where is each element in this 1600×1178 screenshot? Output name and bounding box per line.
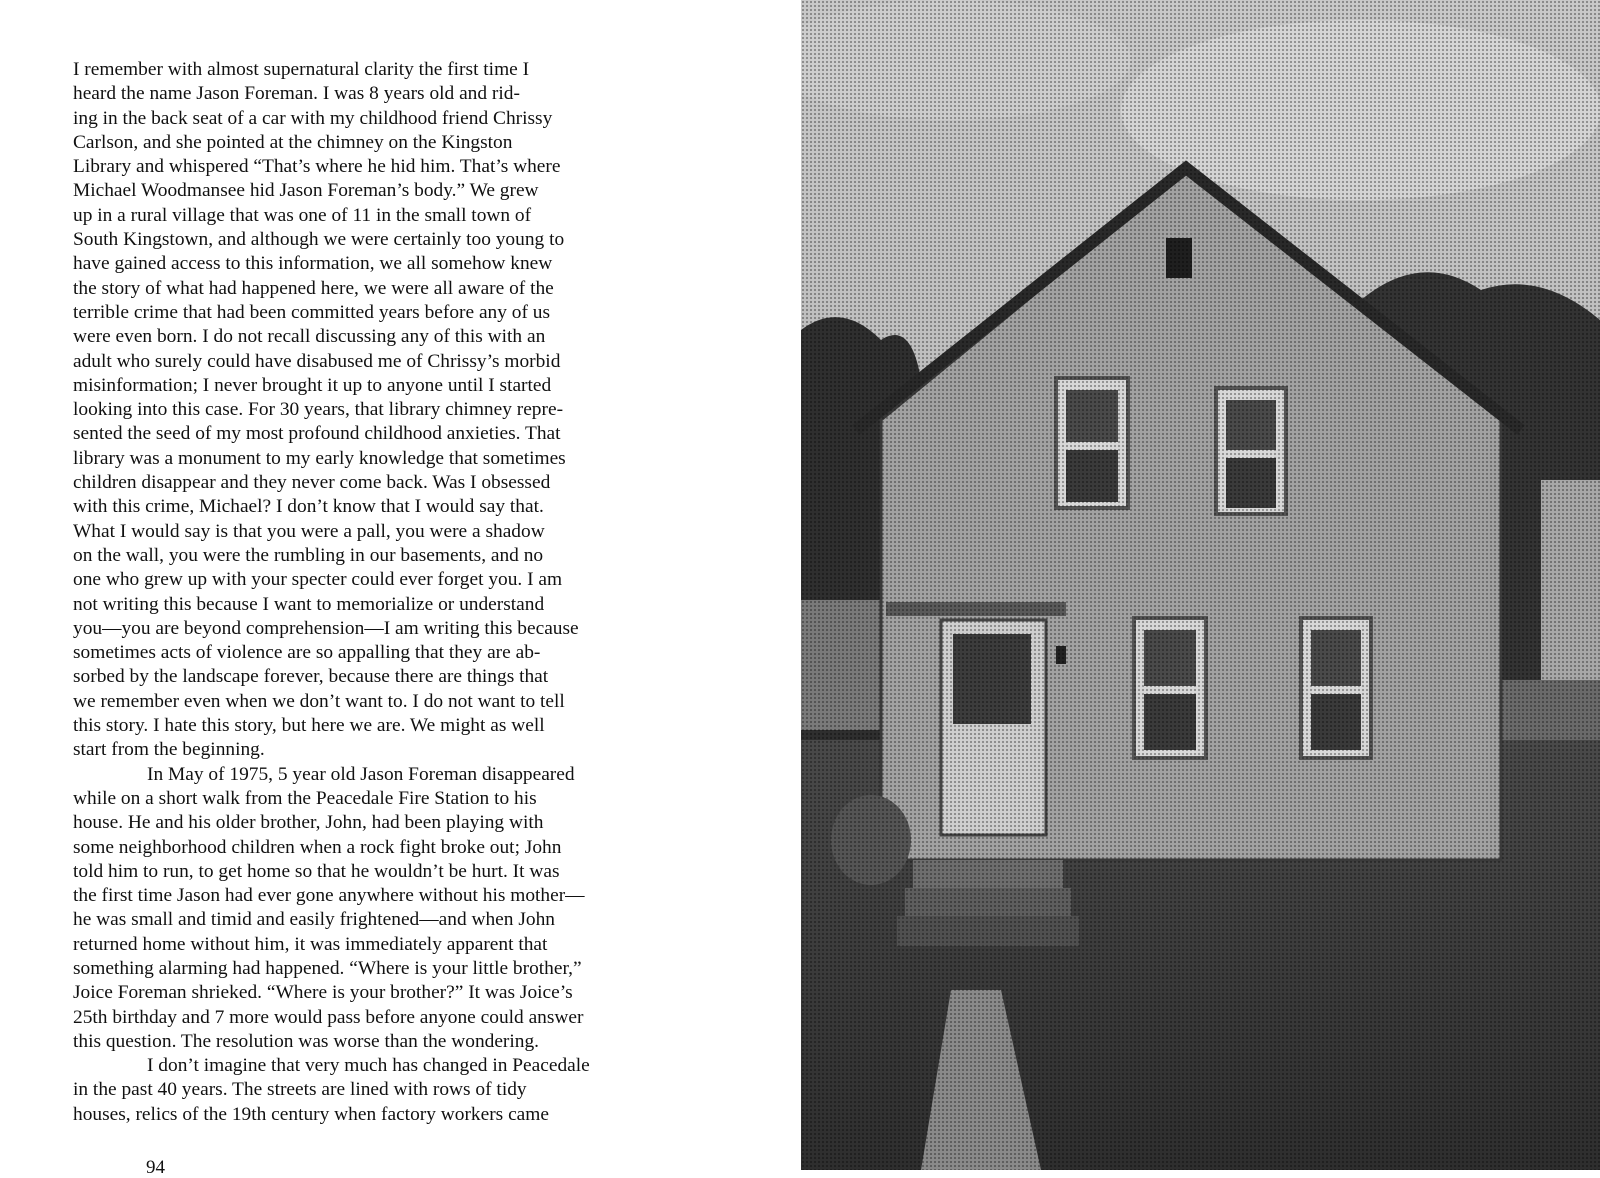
text-line: library was a monument to my early knowledge that sometimes [73,447,566,469]
text-line: something alarming had happened. “Where is your little brother,” [73,957,582,979]
text-line: adult who surely could have disabused me of Chrissy’s morbid [73,350,561,372]
body-text [73,58,713,1127]
text-line: sorbed by the landscape forever, because there are things that [73,666,549,688]
page-number: 94 [146,1157,165,1178]
text-line: children disappear and they never come back. Was I obsessed [73,472,551,494]
paragraph-start-line: In May of 1975, 5 year old Jason Foreman disappeared [147,763,575,785]
text-line: heard the name Jason Foreman. I was 8 years old and rid- [73,83,520,105]
text-line: looking into this case. For 30 years, that library chimney repre- [73,399,564,421]
text-line: with this crime, Michael? I don’t know that I would say that. [73,496,544,518]
text-line: houses, relics of the 19th century when factory workers came [73,1103,549,1125]
house-photograph [801,0,1600,1170]
text-line: you—you are beyond comprehension—I am writing this because [73,617,579,639]
text-line: he was small and timid and easily frightened—and when John [73,909,555,931]
text-line: one who grew up with your specter could ever forget you. I am [73,569,563,591]
halftone-house-image [801,0,1600,1170]
text-line: this story. I hate this story, but here we are. We might as well [73,715,545,737]
text-line: misinformation; I never brought it up to anyone until I started [73,374,552,396]
text-line: told him to run, to get home so that he wouldn’t be hurt. It was [73,860,560,882]
text-line: on the wall, you were the rumbling in our basements, and no [73,544,544,566]
text-line: 25th birthday and 7 more would pass before anyone could answer [73,1006,584,1028]
text-line: South Kingstown, and although we were certainly too young to [73,229,565,251]
text-line: the first time Jason had ever gone anywhere without his mother— [73,885,585,907]
text-line: Library and whispered “That’s where he hid him. That’s where [73,156,561,178]
text-line: terrible crime that had been committed years before any of us [73,301,551,323]
text-line: some neighborhood children when a rock fight broke out; John [73,836,562,858]
text-line: were even born. I do not recall discussing any of this with an [73,326,546,348]
text-line: returned home without him, it was immediately apparent that [73,933,548,955]
text-line: Michael Woodmansee hid Jason Foreman’s body.” We grew [73,180,539,202]
text-line: house. He and his older brother, John, had been playing with [73,812,544,834]
text-line: we remember even when we don’t want to. I do not want to tell [73,690,565,712]
text-line: this question. The resolution was worse than the wondering. [73,1030,540,1052]
text-line: Carlson, and she pointed at the chimney on the Kingston [73,131,513,153]
text-line: up in a rural village that was one of 11 in the small town of [73,204,532,226]
text-line: the story of what had happened here, we were all aware of the [73,277,554,299]
text-line: Joice Foreman shrieked. “Where is your brother?” It was Joice’s [73,982,573,1004]
paragraph-start-line: I don’t imagine that very much has changed in Peacedale [147,1055,590,1077]
text-line: I remember with almost supernatural clarity the first time I [73,59,530,80]
text-line: ing in the back seat of a car with my childhood friend Chrissy [73,107,553,129]
text-line: start from the beginning. [73,739,265,761]
text-line: not writing this because I want to memorialize or understand [73,593,545,615]
text-line: have gained access to this information, we all somehow knew [73,253,553,275]
text-line: What I would say is that you were a pall, you were a shadow [73,520,545,542]
text-line: while on a short walk from the Peacedale Fire Station to his [73,787,537,809]
text-line: in the past 40 years. The streets are lined with rows of tidy [73,1079,527,1101]
text-line: sometimes acts of violence are so appalling that they are ab- [73,642,541,664]
halftone-overlay [801,0,1600,1170]
text-line: sented the seed of my most profound childhood anxieties. That [73,423,561,445]
